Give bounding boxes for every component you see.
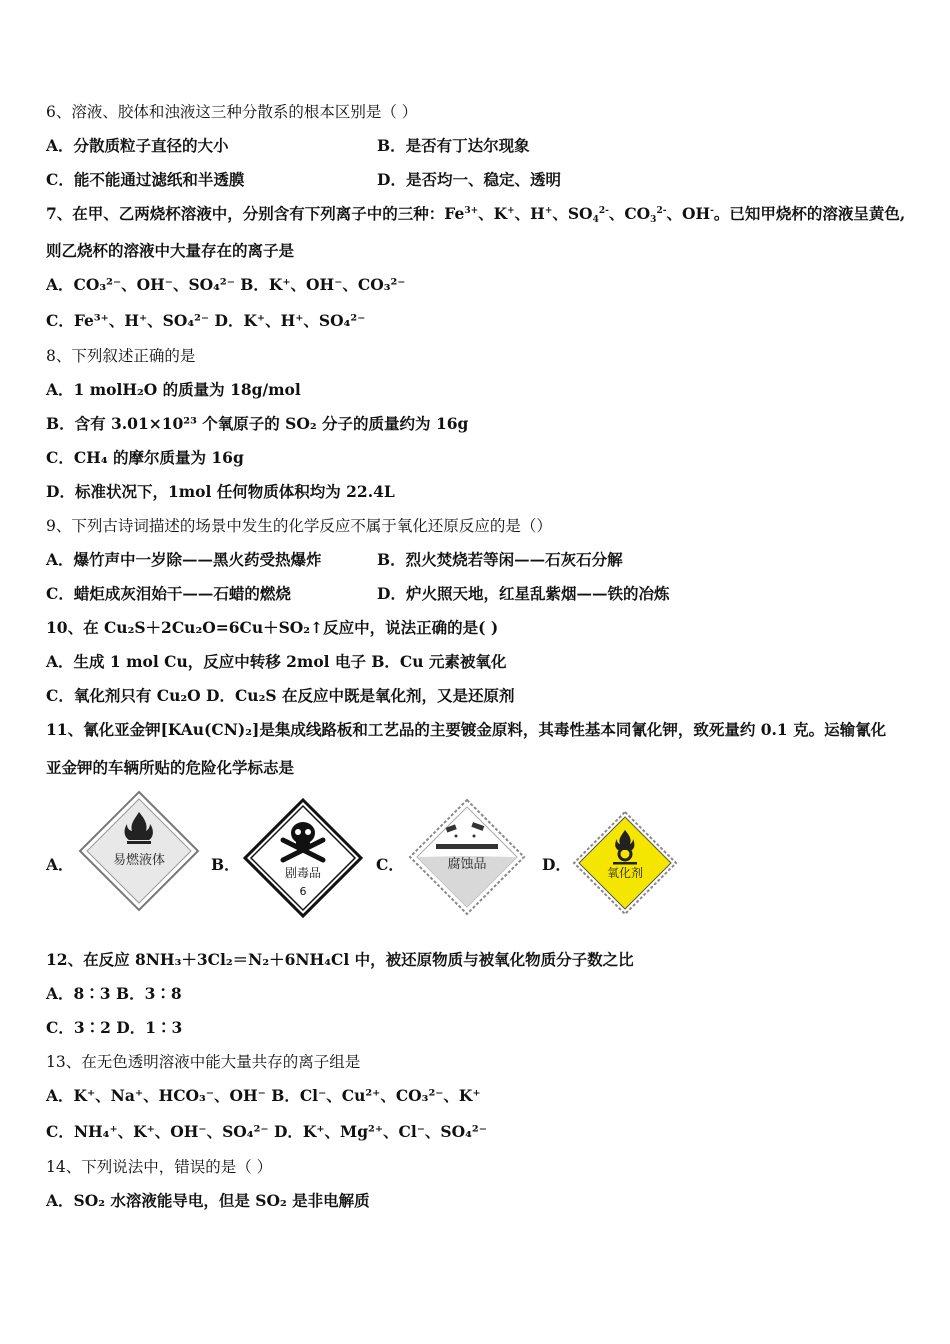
q7-stem-line1: 7、在甲、乙两烧杯溶液中，分别含有下列离子中的三种：$Fe^{3+}$、K+、H+、$SO_4^{2-}$、$CO_3^{2-}$、OH-。已知甲烧杯的溶液呈黄色, (46, 204, 906, 225)
corrosive-text: 腐蚀品 (447, 857, 487, 872)
q10-options-cd: C．氧化剂只有 Cu₂O D．Cu₂S 在反应中既是氧化剂，又是还原剂 (46, 686, 515, 705)
q8-option-c: C．CH₄ 的摩尔质量为 16g (46, 448, 244, 467)
q12-options-cd: C．3∶2 D．1∶3 (46, 1018, 183, 1037)
q8-option-b: B．含有 3.01×10²³ 个氧原子的 SO₂ 分子的质量约为 16g (46, 414, 469, 433)
oxidizer-text: 氧化剂 (606, 866, 644, 880)
q11-option-c-label: C． (376, 855, 404, 874)
q11-option-a-label: A． (46, 855, 74, 874)
q8-option-a: A．1 molH₂O 的质量为 18g/mol (46, 380, 301, 399)
q12-stem: 12、在反应 8NH₃＋3Cl₂＝N₂＋6NH₄Cl 中，被还原物质与被氧化物质分子数之比 (46, 950, 634, 969)
q6-option-a: A．分散质粒子直径的大小 (46, 136, 229, 155)
q11-stem-line1: 11、氰化亚金钾[KAu(CN)₂]是集成线路板和工艺品的主要镀金原料，其毒性基本同氰化钾，致死量约 0.1 克。运输氰化 (46, 720, 887, 739)
toxic-class-number: 6 (299, 885, 307, 898)
q8-stem: 8、下列叙述正确的是 (46, 347, 196, 365)
q13-options-cd: C．NH₄⁺、K⁺、OH⁻、SO₄²⁻ D．K⁺、Mg²⁺、Cl⁻、SO₄²⁻ (46, 1122, 487, 1141)
oxidizer-sign (572, 810, 678, 916)
q12-options-ab: A．8∶3 B．3∶8 (46, 984, 182, 1003)
q9-option-d: D．炉火照天地，红星乱紫烟——铁的冶炼 (377, 584, 670, 603)
q9-option-c: C．蜡炬成灰泪始干——石蜡的燃烧 (46, 584, 291, 603)
q11-stem-line2: 亚金钾的车辆所贴的危险化学标志是 (46, 758, 295, 777)
q9-stem: 9、下列古诗词描述的场景中发生的化学反应不属于氧化还原反应的是（） (46, 517, 552, 535)
q7-options-ab: A．CO₃²⁻、OH⁻、SO₄²⁻ B．K⁺、OH⁻、CO₃²⁻ (46, 275, 406, 294)
q7-stem-line2: 则乙烧杯的溶液中大量存在的离子是 (46, 241, 295, 260)
q14-option-a: A．SO₂ 水溶液能导电，但是 SO₂ 是非电解质 (46, 1191, 370, 1210)
toxic-sign (243, 798, 363, 918)
q11-option-b-label: B． (211, 855, 240, 874)
q6-stem: 6、溶液、胶体和浊液这三种分散系的根本区别是（ ） (46, 103, 418, 121)
flammable-liquid-text: 易燃液体 (112, 853, 166, 868)
q13-options-ab: A．K⁺、Na⁺、HCO₃⁻、OH⁻ B．Cl⁻、Cu²⁺、CO₃²⁻、K⁺ (46, 1086, 481, 1105)
q14-stem: 14、下列说法中，错误的是（ ） (46, 1158, 273, 1176)
q13-stem: 13、在无色透明溶液中能大量共存的离子组是 (46, 1053, 361, 1071)
q8-option-d: D．标准状况下，1mol 任何物质体积均为 22.4L (46, 482, 395, 501)
q6-option-d: D．是否均一、稳定、透明 (377, 170, 561, 189)
q11-option-d-label: D． (542, 855, 571, 874)
toxic-text: 剧毒品 (284, 866, 322, 880)
q9-option-a: A．爆竹声中一岁除——黑火药受热爆炸 (46, 550, 322, 569)
q6-option-b: B．是否有丁达尔现象 (377, 136, 530, 155)
q9-option-b: B．烈火焚烧若等闲——石灰石分解 (377, 550, 623, 569)
q7-options-cd: C．Fe³⁺、H⁺、SO₄²⁻ D．K⁺、H⁺、SO₄²⁻ (46, 311, 366, 330)
q10-options-ab: A．生成 1 mol Cu，反应中转移 2mol 电子 B．Cu 元素被氧化 (46, 652, 507, 671)
corrosive-sign (408, 798, 526, 916)
flammable-liquid-sign (78, 790, 200, 912)
q10-stem: 10、在 Cu₂S＋2Cu₂O=6Cu＋SO₂↑反应中，说法正确的是( ) (46, 618, 499, 637)
q6-option-c: C．能不能通过滤纸和半透膜 (46, 170, 245, 189)
